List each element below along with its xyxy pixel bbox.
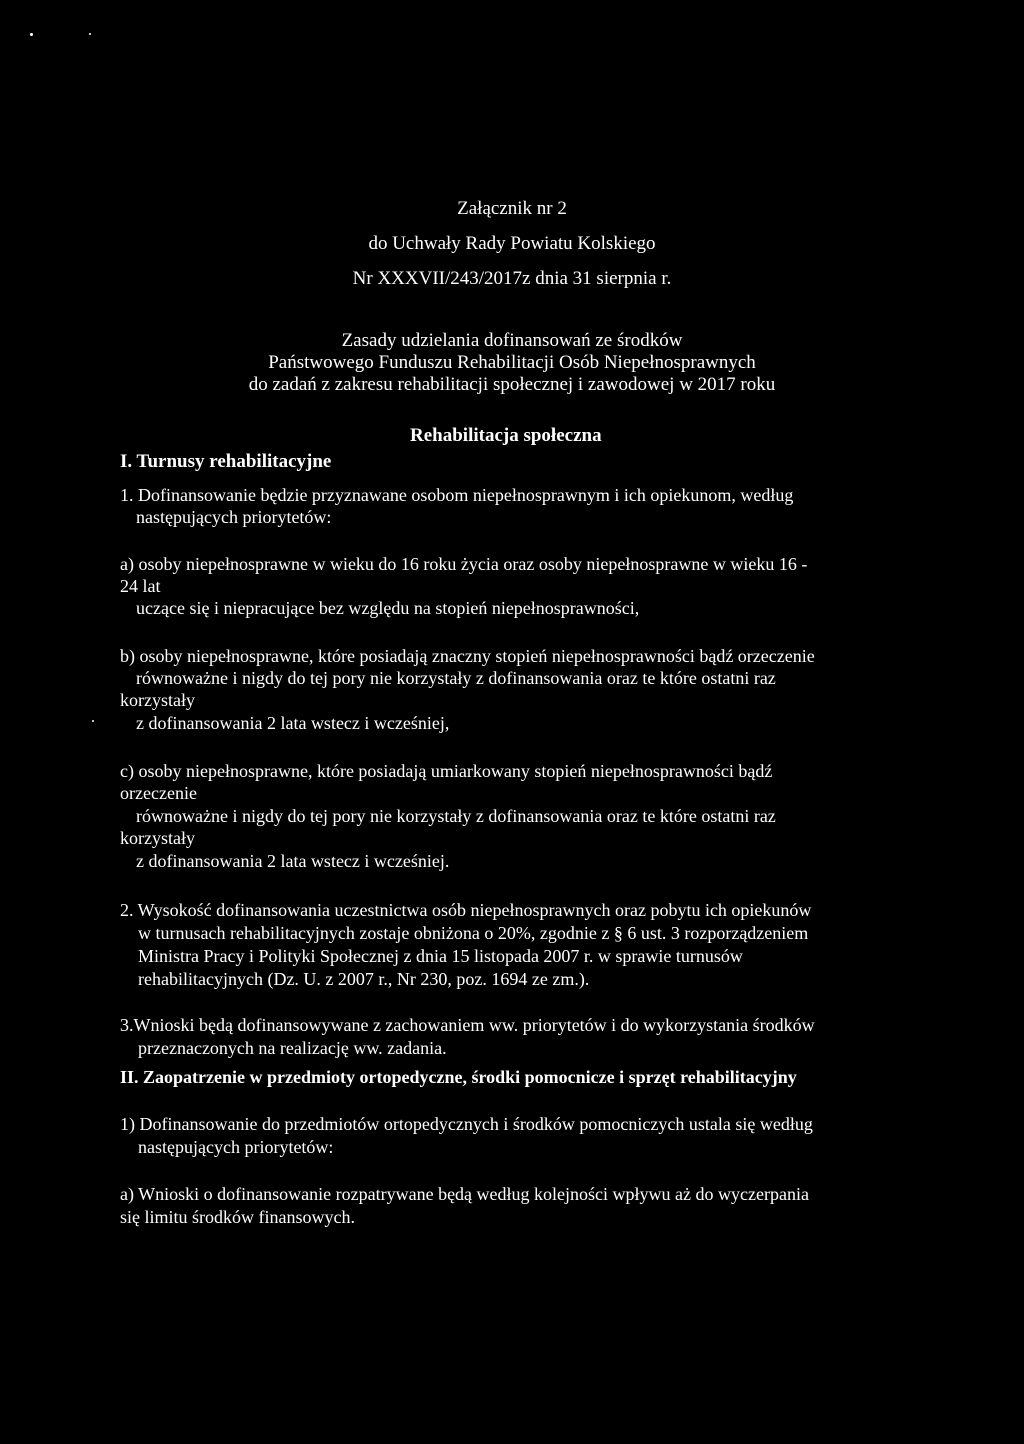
scan-mark (89, 33, 91, 35)
priority-c-line3: równoważne i nigdy do tej pory nie korzystały z dofinansowania oraz te które ostatni raz (136, 806, 776, 826)
priority-c-line1: c) osoby niepełnosprawne, które posiadają umiarkowany stopień niepełnosprawności bądź (120, 761, 773, 781)
priority-b-line3: korzystały (120, 690, 195, 710)
priority-c-line5: z dofinansowania 2 lata wstecz i wcześniej. (136, 851, 450, 871)
part2-priority-a-line1: a) Wnioski o dofinansowanie rozpatrywane będą według kolejności wpływu aż do wyczerpania (120, 1184, 809, 1204)
resolution-body: do Uchwały Rady Powiatu Kolskiego (368, 233, 656, 254)
priority-a-line2: 24 lat (120, 576, 161, 596)
part1-point2-line4: rehabilitacyjnych (Dz. U. z 2007 r., Nr 230, poz. 1694 ze zm.). (138, 969, 590, 989)
document-title-line3: do zadań z zakresu rehabilitacji społecznej i zawodowej w 2017 roku (248, 374, 776, 395)
part1-point2-line1: 2. Wysokość dofinansowania uczestnictwa osób niepełnosprawnych oraz pobytu ich opiekunów (120, 900, 812, 920)
section-title: Rehabilitacja społeczna (410, 425, 602, 446)
part1-point1-line2: następujących priorytetów: (136, 507, 332, 527)
part1-point1-line1: 1. Dofinansowanie będzie przyznawane osobom niepełnosprawnym i ich opiekunom, według (120, 485, 794, 505)
document-title-line2: Państwowego Funduszu Rehabilitacji Osób Niepełnosprawnych (268, 352, 756, 373)
part1-point2-line2: w turnusach rehabilitacyjnych zostaje obniżona o 20%, zgodnie z § 6 ust. 3 rozporządzeniem (138, 923, 809, 943)
priority-b-line4: z dofinansowania 2 lata wstecz i wcześniej, (136, 713, 450, 733)
part2-point1-line1: 1) Dofinansowanie do przedmiotów ortopedycznych i środków pomocniczych ustala się według (120, 1114, 813, 1134)
priority-a-line3: uczące się i niepracujące bez względu na stopień niepełnosprawności, (136, 598, 640, 618)
part1-heading: I. Turnusy rehabilitacyjne (120, 451, 332, 472)
resolution-number: Nr XXXVII/243/2017z dnia 31 sierpnia r. (352, 268, 672, 289)
priority-c-line2: orzeczenie (120, 783, 197, 803)
priority-c-line4: korzystały (120, 828, 195, 848)
part2-priority-a-line2: się limitu środków finansowych. (120, 1207, 355, 1227)
part2-heading: II. Zaopatrzenie w przedmioty ortopedyczne, środki pomocnicze i sprzęt rehabilitacyjny (120, 1067, 797, 1087)
scan-mark (92, 720, 94, 722)
attachment-number: Załącznik nr 2 (457, 198, 567, 219)
part2-point1-line2: następujących priorytetów: (138, 1137, 334, 1157)
part1-point2-line3: Ministra Pracy i Polityki Społecznej z dnia 15 listopada 2007 r. w sprawie turnusów (138, 946, 743, 966)
priority-b-line2: równoważne i nigdy do tej pory nie korzystały z dofinansowania oraz te które ostatni raz (136, 668, 776, 688)
part1-point3-line2: przeznaczonych na realizację ww. zadania. (138, 1038, 447, 1058)
part1-point3-line1: 3.Wnioski będą dofinansowywane z zachowaniem ww. priorytetów i do wykorzystania środków (120, 1015, 815, 1035)
priority-b-line1: b) osoby niepełnosprawne, które posiadają znaczny stopień niepełnosprawności bądź orzeczenie (120, 646, 815, 666)
document-title-line1: Zasady udzielania dofinansowań ze środków (341, 330, 683, 351)
scan-mark (30, 33, 33, 36)
priority-a-line1: a) osoby niepełnosprawne w wieku do 16 roku życia oraz osoby niepełnosprawne w wieku 16 - (120, 554, 808, 574)
